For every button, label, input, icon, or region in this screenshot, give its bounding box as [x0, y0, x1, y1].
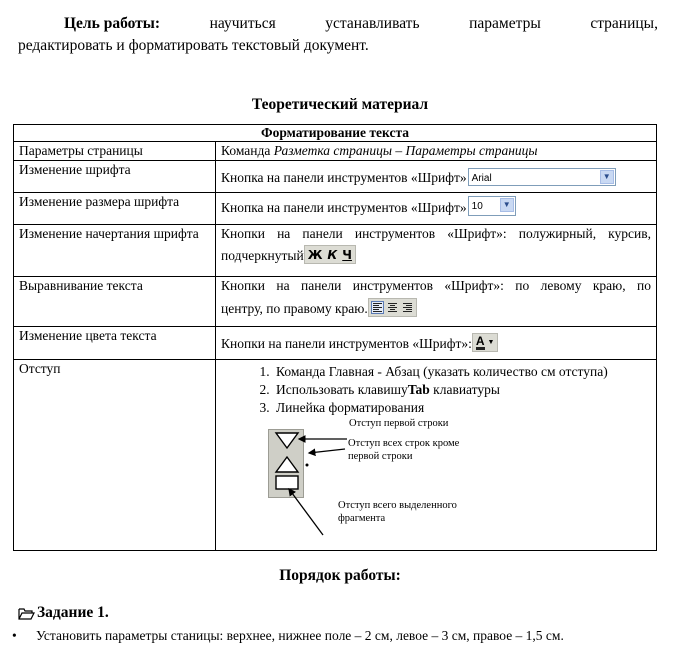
row-desc-text: Кнопка на панели инструментов «Шрифт» — [221, 170, 467, 185]
command-path: Разметка страницы – Параметры страницы — [273, 143, 538, 158]
theory-heading: Теоретический материал — [251, 96, 429, 113]
row-name: Отступ — [14, 360, 216, 551]
indent-cell — [216, 360, 657, 551]
annotation-left: Отступ всего выделенного фрагмента — [338, 500, 457, 524]
bullet-icon: • — [12, 628, 17, 643]
row-name: Изменение начертания шрифта — [14, 225, 216, 277]
chevron-down-icon[interactable]: ▼ — [500, 198, 514, 212]
goal-word: научиться — [209, 15, 276, 32]
open-folder-icon — [18, 607, 35, 620]
table-row — [14, 193, 657, 225]
annotation-hanging: Отступ всех строк кроме первой строки — [348, 438, 460, 462]
row-description — [216, 277, 657, 327]
formatting-table — [13, 124, 657, 551]
indent-steps-list — [273, 363, 651, 417]
font-size-value: 10 — [471, 201, 483, 212]
row-name: Выравнивание текста — [14, 277, 216, 327]
row-description — [216, 161, 657, 193]
table-header: Форматирование текста — [14, 125, 657, 142]
font-color-button[interactable] — [472, 333, 499, 352]
annotation-first-line: Отступ первой строки — [349, 418, 449, 429]
row-name: Изменение размера шрифта — [14, 193, 216, 225]
row-desc-text: Кнопки на панели инструментов «Шрифт»: по левому краю, по — [221, 278, 651, 293]
row-desc-text: Кнопка на панели инструментов «Шрифт» — [221, 200, 467, 215]
italic-icon[interactable]: К — [327, 247, 338, 262]
align-right-icon[interactable] — [402, 302, 413, 313]
font-size-combo[interactable] — [468, 196, 516, 216]
command-prefix: Команда — [221, 143, 274, 158]
alignment-toolbar — [368, 298, 417, 317]
goal-word: устанавливать — [325, 15, 420, 32]
table-row — [14, 225, 657, 277]
goal-word: страницы, — [590, 15, 658, 32]
ruler-illustration — [221, 419, 651, 549]
font-color-icon: A — [475, 333, 485, 348]
row-name: Параметры страницы — [14, 142, 216, 161]
row-description — [216, 225, 657, 277]
row-name: Изменение шрифта — [14, 161, 216, 193]
task-bullet-text: Установить параметры станицы: верхнее, нижнее поле – 2 см, левое – 3 см, правое – 1,5 см. — [36, 628, 564, 643]
row-desc-text-2: центру, по правому краю. — [221, 301, 368, 316]
table-row — [14, 142, 657, 161]
table-row — [14, 360, 657, 551]
row-desc-text: Кнопки на панели инструментов «Шрифт»: — [221, 336, 472, 351]
chevron-down-icon[interactable]: ▼ — [487, 338, 495, 346]
row-command — [216, 142, 657, 161]
task-heading — [18, 604, 109, 622]
task-bullet-item — [12, 628, 564, 644]
table-row — [14, 161, 657, 193]
row-description — [216, 193, 657, 225]
row-description — [216, 327, 657, 360]
goal-label: Цель работы: — [64, 15, 161, 32]
font-name-combo[interactable] — [468, 168, 616, 186]
task-title: Задание 1. — [37, 604, 109, 621]
goal-text-line2: редактировать и форматировать текстовый документ. — [18, 37, 369, 54]
align-left-icon[interactable] — [372, 302, 383, 313]
row-desc-text: Кнопки на панели инструментов «Шрифт»: полужирный, курсив, — [221, 226, 651, 241]
chevron-down-icon[interactable]: ▼ — [600, 170, 614, 184]
table-row — [14, 277, 657, 327]
list-item: 3. Линейка форматирования — [273, 399, 651, 417]
row-desc-text-2: подчеркнутый — [221, 248, 304, 263]
tab-key-label: Tab — [407, 382, 430, 397]
table-row — [14, 327, 657, 360]
goal-paragraph — [18, 14, 658, 56]
bold-icon[interactable]: Ж — [307, 247, 323, 262]
list-item: 1. Команда Главная - Абзац (указать количество см отступа) — [273, 363, 651, 381]
list-item: 2. Использовать клавишуTab клавиатуры — [273, 381, 651, 399]
row-name: Изменение цвета текста — [14, 327, 216, 360]
font-style-toolbar — [304, 245, 356, 264]
underline-icon[interactable]: Ч — [342, 247, 352, 262]
goal-word: параметры — [469, 15, 541, 32]
align-center-icon[interactable] — [387, 302, 398, 313]
procedure-heading: Порядок работы: — [279, 567, 401, 584]
font-name-value: Arial — [471, 173, 492, 184]
